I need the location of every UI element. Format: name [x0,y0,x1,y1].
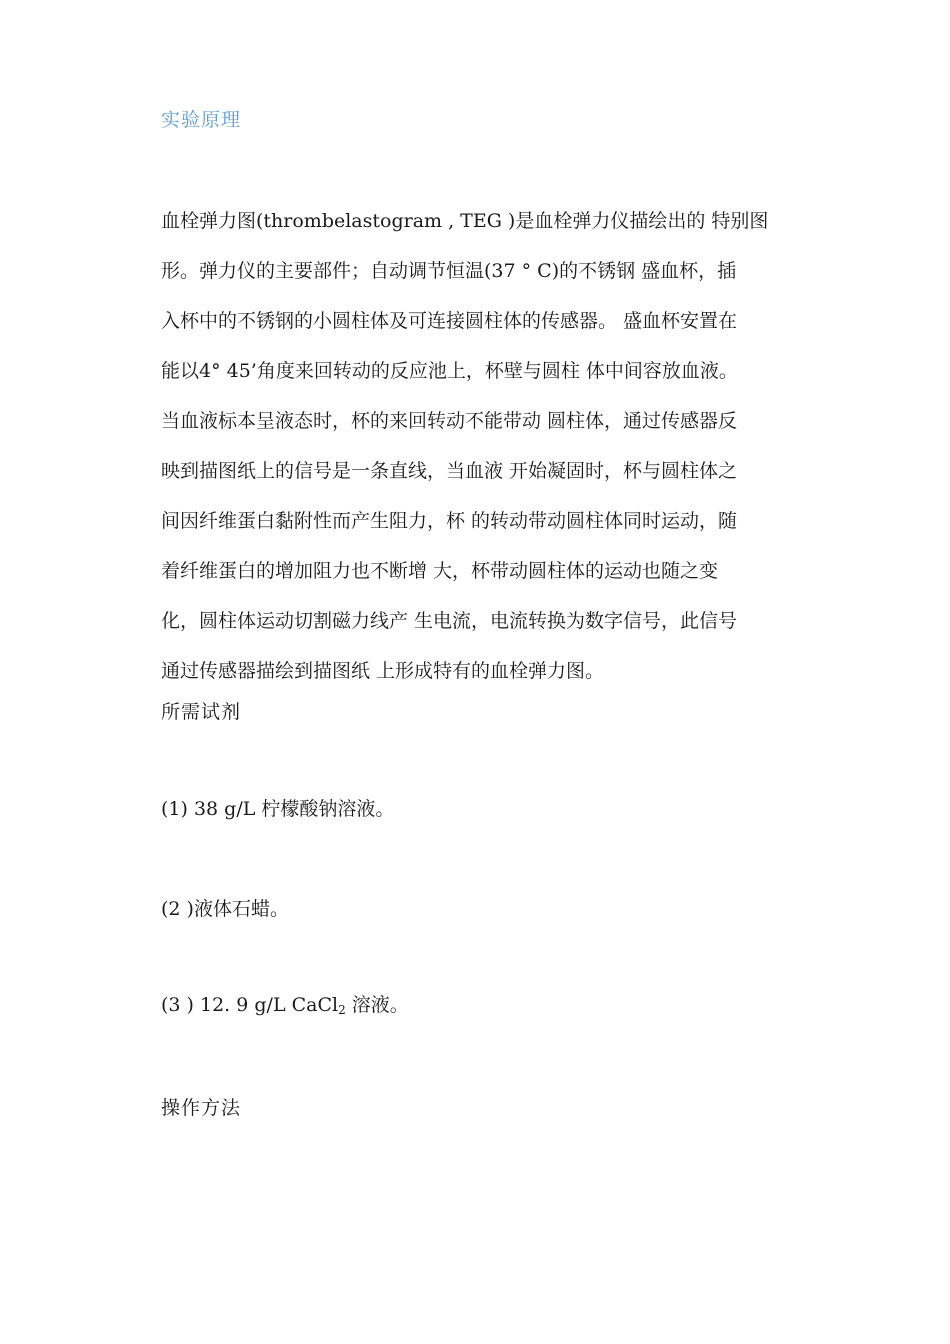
paragraph-line: 映到描图纸上的信号是一条直线，当血液 开始凝固时，杯与圆柱体之 [161,460,738,482]
section-title-method: 操作方法 [161,1097,242,1119]
paragraph-line: 当血液标本呈液态时，杯的来回转动不能带动 圆柱体，通过传感器反 [161,410,738,432]
reagent-item-3-suffix: 溶液。 [345,994,409,1016]
principle-paragraph [161,196,801,696]
paragraph-line: 能以4° 45’角度来回转动的反应池上，杯壁与圆柱 体中间容放血液。 [161,360,738,382]
reagent-item-1: (1) 38 g/L 柠檬酸钠溶液。 [161,798,395,820]
paragraph-line: 间因纤维蛋白黏附性而产生阻力，杯 的转动带动圆柱体同时运动，随 [161,510,738,532]
section-title-reagents: 所需试剂 [161,701,242,723]
reagent-item-2: (2 )液体石蜡。 [161,898,289,920]
paragraph-line: 血栓弹力图(thrombelastogram , TEG )是血栓弹力仪描绘出的 特别图 [161,210,769,232]
paragraph-line: 入杯中的不锈钢的小圆柱体及可连接圆柱体的传感器。 盛血杯安置在 [161,310,738,332]
paragraph-line: 通过传感器描绘到描图纸 上形成特有的血栓弹力图。 [161,660,605,682]
section-title-principle: 实验原理 [161,109,242,131]
paragraph-line: 形。弹力仪的主要部件；自动调节恒温(37 ° C)的不锈钢 盛血杯，插 [161,260,737,282]
paragraph-line: 化，圆柱体运动切割磁力线产 生电流，电流转换为数字信号，此信号 [161,610,738,632]
paragraph-line: 着纤维蛋白的增加阻力也不断增 大，杯带动圆柱体的运动也随之变 [161,560,719,582]
reagent-item-3 [161,991,409,1024]
reagent-item-3-subscript: 2 [338,1003,346,1017]
reagent-item-3-prefix: (3 ) 12. 9 g/L CaCl [161,994,339,1016]
